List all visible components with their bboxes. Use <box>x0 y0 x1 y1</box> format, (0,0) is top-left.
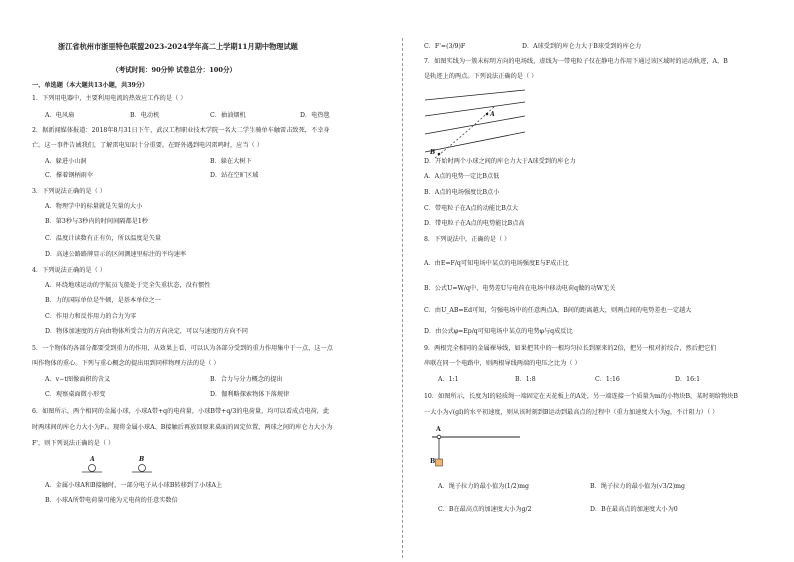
q6-figure-label-b: B <box>139 456 145 463</box>
field-line <box>425 90 525 100</box>
q1-option-b: B．电动机 <box>130 112 160 119</box>
q7-figure-label-a: A <box>490 111 495 118</box>
field-line <box>425 116 525 134</box>
q5-option-a: A．v−t图像面积的含义 <box>45 376 111 383</box>
question-5-stem-1: 5．一个物体的各部分都要受到重力的作用，从效果上看，可以认为各部分受到的重力作用集中于一点，这一点 <box>32 345 333 352</box>
q3-option-c: C．温度计读数有正有负，所以温度是矢量 <box>45 235 162 242</box>
q1-option-d: D．电热毯 <box>300 112 330 119</box>
question-7-stem-2: 是轨迹上的两点。下列说法正确的是（ ） <box>424 73 538 80</box>
q10-figure-label-b: B <box>430 458 436 465</box>
q5-option-d: D．伽利略探索物体下落规律 <box>210 391 290 398</box>
q6-option-a: A．金属小球A和B接触时，一部分电子从小球B转移到了小球A上 <box>45 482 223 489</box>
question-5-stem-2: 叫作物体的重心。下列与重心概念的提出用到同样物理方法的是（ ） <box>32 360 220 367</box>
q3-option-a: A．物理学中的标量就是矢量的大小 <box>45 203 143 210</box>
question-10-stem-1: 10．如图所示，长度为l的轻质绳一端固定在天花板上的A处，另一端连接一个质量为m的小物块B，某时刻给物块B <box>424 393 738 400</box>
q10-option-b: B．绳子拉力的最小值为(√3/2)mg <box>590 483 685 490</box>
q8-option-d: D．由公式φ=Ep/q可知电场中某点的电势φ与q成反比 <box>424 328 573 335</box>
q7-option-b: B．A点的电场强度比B点小 <box>424 189 500 196</box>
left-column <box>0 0 380 562</box>
block-icon <box>436 459 443 466</box>
q7-option-c: C．带电粒子在A点的动能比B点大 <box>424 205 519 212</box>
question-8-stem: 8．下列说法中，正确的是（ ） <box>424 236 511 243</box>
q10-option-c: C．B在最高点的加速度大小为g/2 <box>438 506 532 513</box>
q10-figure-label-a: A <box>436 426 441 433</box>
question-2-stem-2: 亡。这一事件告诫我们，了解雷电知识十分重要。在野外遇到电闪雷鸣时，应当（ ） <box>32 142 263 149</box>
question-4-stem: 4．下列说法正确的是（ ） <box>32 267 106 274</box>
question-10-stem-2: 一大小为√(gl)的水平初速度，则从该时刻到B运动到最高点的过程中（重力加速度大小为g，不计阻力）（ ） <box>424 409 719 416</box>
question-6-stem-3: F'，则下列说法正确的是（ ） <box>32 440 115 447</box>
question-2-stem-1: 2．据新闻媒体报道：2018年8月31日下午，武汉工程职业技术学院一名大二学生骑单车触雷击致死，不幸身 <box>32 127 330 134</box>
q8-option-b: B．公式U=W/q中，电势差U与电荷在电场中移动电荷q做的功W无关 <box>424 285 616 292</box>
field-line <box>425 102 525 116</box>
q9-option-b: B．1:8 <box>515 376 536 383</box>
section-heading: 一、单选题（本大题共13小题，共39分） <box>32 82 149 89</box>
exam-title: 浙江省杭州市浙里特色联盟2023-2024学年高二上学期11月期中物理试题 <box>58 42 298 51</box>
q2-option-a: A．躲进小山洞 <box>45 158 87 165</box>
q5-option-c: C．观察桌面微小形变 <box>45 391 106 398</box>
q7-option-d: D．带电粒子在A点的电势能比B点高 <box>424 220 525 227</box>
question-9-stem-2: 串联在同一个电路中，则两根导线两端的电压之比为（ ） <box>424 360 581 367</box>
q10-pendulum-figure <box>432 433 522 473</box>
q9-option-d: D．16:1 <box>675 376 701 383</box>
q1-option-a: A．电风扇 <box>45 112 75 119</box>
q2-option-b: B．躲在大树下 <box>210 158 252 165</box>
q4-option-a: A．环绕地球运动的宇航员飞船处于完全失重状态，没有惯性 <box>45 282 211 289</box>
sphere-a-icon <box>89 465 96 472</box>
q6-figure-label-a: A <box>90 456 95 463</box>
q6-two-spheres-figure <box>86 464 156 476</box>
q3-option-b: B．第3秒与3秒内的时间间隔都是1秒 <box>45 218 148 225</box>
q10-option-d: D．B在最高点的加速度大小为0 <box>590 506 678 513</box>
q6-option-d: D．A球受到的库仑力大于B球受到的库仑力 <box>522 43 642 50</box>
q2-option-c: C．撑着钢柄雨伞 <box>45 172 94 179</box>
q10-option-a: A．绳子拉力的最小值为(1/2)mg <box>438 483 529 490</box>
q6-option-b: B．小球A所带电荷量可能为元电荷的任意实数倍 <box>45 497 178 504</box>
q1-option-c: C．抽油烟机 <box>210 112 246 119</box>
q4-option-d: D．物体加速度的方向由物体所受合力的方向决定，可以与速度的方向不同 <box>45 328 248 335</box>
right-column <box>410 0 790 562</box>
question-9-stem-1: 9．两根完全相同的金属裸导线，如果把其中的一根均匀拉长到原来的2倍，把另一根对折绞合，然后把它们 <box>424 345 717 352</box>
question-6-stem-1: 6．如图所示，两个相同的金属小球，小球A带+q的电荷量，小球B带+q/3的电荷量，均可以看成点电荷，此 <box>32 408 330 415</box>
question-6-stem-2: 时两球间的库仑力大小为F₁。现将金属小球A、B接触后再放回原来桌面的固定位置，两球之间的库仑力大小为 <box>32 424 333 431</box>
q7-prev-option-d: D．开始时两个小球之间的库仑力大于A球受到的库仑力 <box>424 158 576 165</box>
q4-option-b: B．力的国际单位是牛顿，是基本单位之一 <box>45 297 161 304</box>
question-1-stem: 1．下列用电器中，主要利用电流的热效应工作的是（ ） <box>32 95 187 102</box>
q7-electric-field-figure <box>425 88 525 166</box>
q7-figure-label-b: B <box>430 149 436 156</box>
q5-option-b: B．合力与分力概念的提出 <box>210 376 283 383</box>
q7-option-a: A．A点的电势一定比B点低 <box>424 173 500 180</box>
q4-option-c: C．作用力和反作用力的合力为零 <box>45 313 137 320</box>
question-7-stem-1: 7．如图实线为一簇未标明方向的电场线，虚线为一带电粒子仅在静电力作用下通过该区域时的运动轨迹，A、B <box>424 58 728 65</box>
q9-option-c: C．1:16 <box>595 376 620 383</box>
question-3-stem: 3．下列说法正确的是（ ） <box>32 188 106 195</box>
q6-option-c: C．F'=(3/9)F <box>424 43 466 50</box>
exam-info: （考试时间：90分钟 试卷总分：100分） <box>112 66 237 74</box>
q3-option-d: D．高速公路路牌显示的区间测速里标注的平均速率 <box>45 251 187 258</box>
field-line <box>425 132 525 152</box>
q2-option-d: D．站在空旷区域 <box>210 172 259 179</box>
sphere-b-icon <box>139 465 146 472</box>
q8-option-c: C．由U_AB=Ed可知，匀强电场中的任意两点A、B间的距离越大，则两点间的电势差也一定越大 <box>424 307 692 314</box>
column-divider <box>402 38 403 558</box>
q9-option-a: A．1:1 <box>438 376 459 383</box>
q8-option-a: A．由E=F/q可知电场中某点的电场强度E与F成正比 <box>424 260 569 267</box>
